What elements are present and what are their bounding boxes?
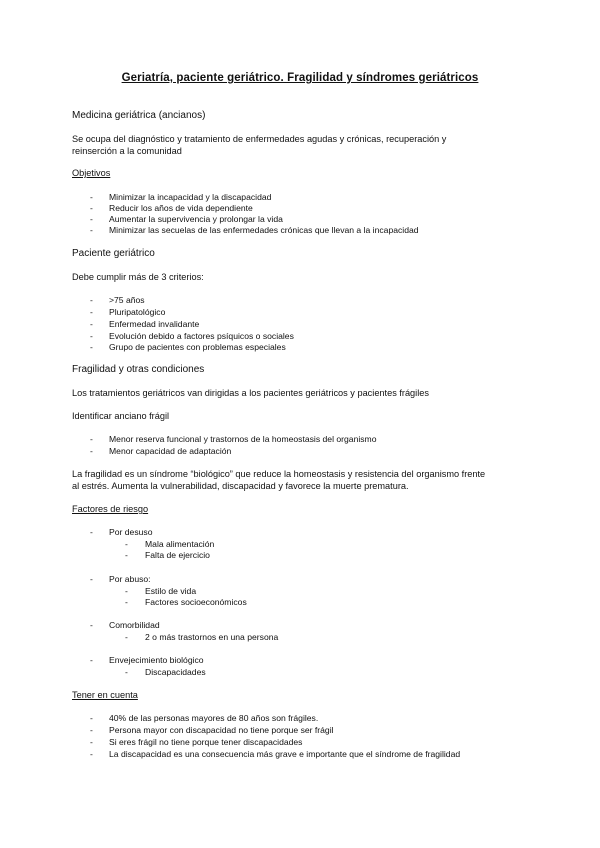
paragraph-line: Debe cumplir más de 3 criterios: <box>72 272 204 282</box>
paragraph-line: reinserción a la comunidad <box>72 146 182 156</box>
paragraph-line: al estrés. Aumenta la vulnerabilidad, discapacidad y favorece la muerte prematura. <box>72 481 409 491</box>
section-heading-paciente: Paciente geriátrico <box>72 248 155 259</box>
section-heading-objetivos: Objetivos <box>72 168 111 178</box>
paragraph-line: Los tratamientos geriátricos van dirigidas a los pacientes geriátricos y pacientes frágiles <box>72 388 429 398</box>
section-heading-fragilidad: Fragilidad y otras condiciones <box>72 364 205 375</box>
section-heading-medicina: Medicina geriátrica (ancianos) <box>72 110 206 121</box>
section-heading-tener: Tener en cuenta <box>72 690 138 700</box>
subheading-identificar: Identificar anciano frágil <box>72 411 170 421</box>
section-heading-factores: Factores de riesgo <box>72 504 149 514</box>
paragraph-line: Se ocupa del diagnóstico y tratamiento de enfermedades agudas y crónicas, recuperación y <box>72 134 447 144</box>
paragraph-line: La fragilidad es un síndrome “biológico” que reduce la homeostasis y resistencia del organismo frente <box>72 469 486 479</box>
document-title: Geriatría, paciente geriátrico. Fragilidad y síndromes geriátricos <box>121 72 479 84</box>
document-page: Geriatría, paciente geriátrico. Fragilidad y síndromes geriátricos Medicina geriátrica (ancianos) Se ocupa del diagnóstico y tratamiento de enfermedades agudas y crónicas, recuperación y reinserción a la comunidad Objetivos - Minimizar la incapacidad y la discapacidad - Reducir los años de vida dependiente - Aumentar la supervivencia y prolongar la vida - Minimizar las secuelas de las enfermedades crónicas que llevan a la incapacidad Paciente geriátrico Debe cumplir más de 3 criterios: - >75 años - Pluripatológico - Enfermedad invalidante - Evolución debido a factores psíquicos o sociales - Grupo de pacientes con problemas especiales Fragilidad y otras condiciones Los tratamientos geriátricos van dirigidas a los pacientes geriátricos y pacientes frágiles Identificar anciano frágil - Menor reserva funcional y trastornos de la homeostasis del organismo - Menor capacidad de adaptación La fragilidad es un síndrome “biológico” que reduce la homeostasis y resistencia del organismo frente al estrés. Aumenta la vulnerabilidad, discapacidad y favorece la muerte prematura. Factores de riesgo - Por desuso - Mala alimentación - Falta de ejercicio - Por abuso: - Estilo de vida - Factores socioeconómicos - Comorbilidad - 2 o más trastornos en una persona - Envejecimiento biológico - Discapacidades Tener en cuenta - 40% de las personas mayores de 80 años son frágiles. - Persona mayor con discapacidad no tiene porque ser frágil - Si eres frágil no tiene porque tener discapacidades - La discapacidad es una consecuencia más grave e importante que el síndrome de fragilidad <box>0 0 600 848</box>
